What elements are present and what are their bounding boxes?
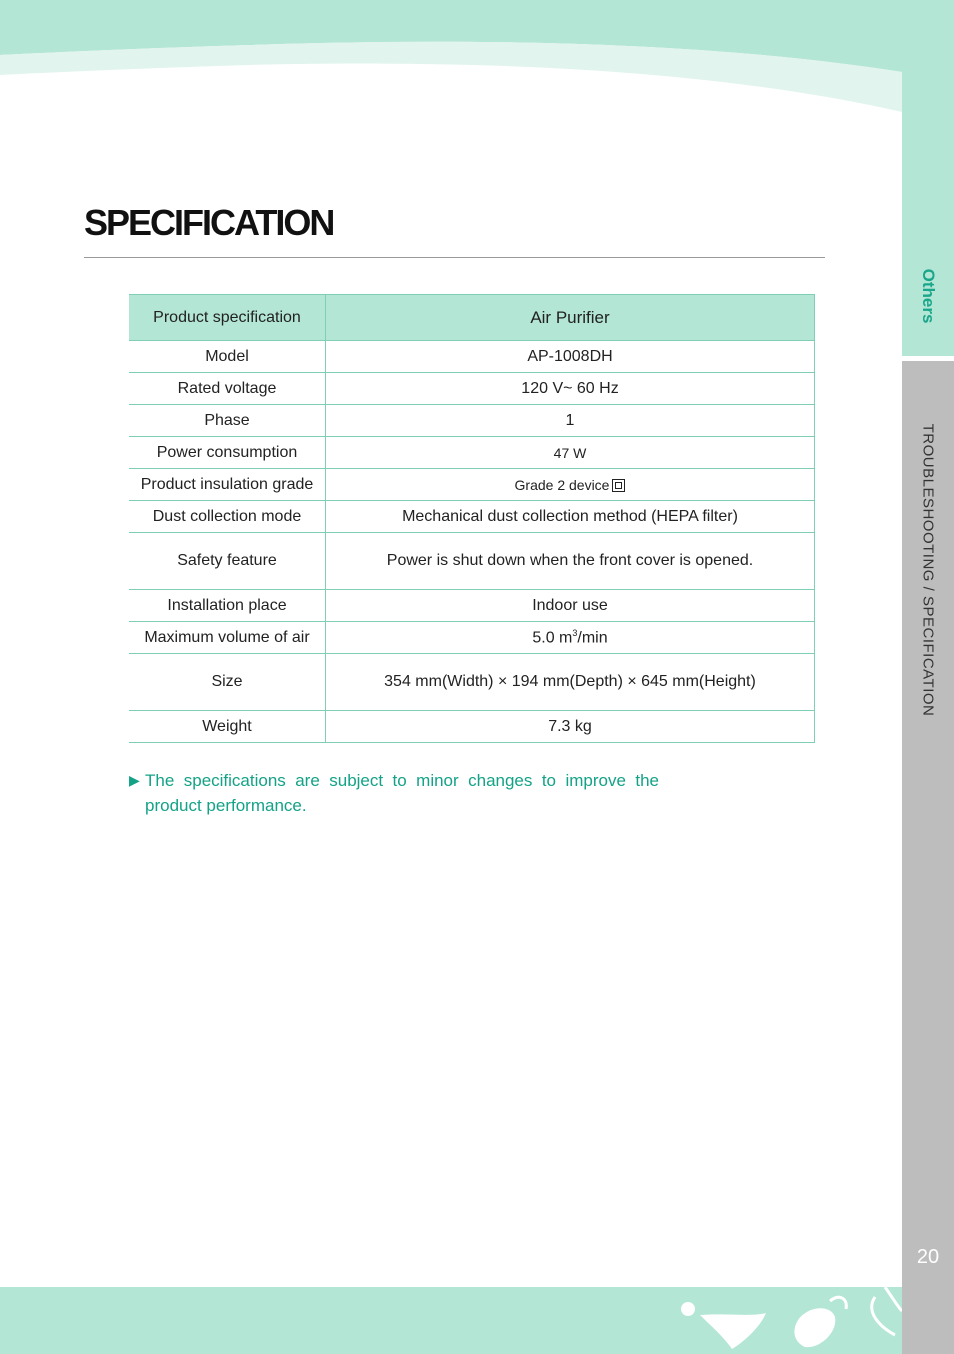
page-title: SPECIFICATION xyxy=(84,202,334,243)
row-label: Maximum volume of air xyxy=(129,622,326,654)
row-label: Phase xyxy=(129,405,326,437)
row-label: Size xyxy=(129,654,326,711)
table-row xyxy=(129,405,815,437)
page-number: 20 xyxy=(916,1246,940,1268)
row-value: 354 mm(Width) × 194 mm(Depth) × 645 mm(Height) xyxy=(326,654,815,711)
header-label-cell: Product specification xyxy=(129,295,326,341)
title-divider xyxy=(84,257,825,258)
table-header-row xyxy=(129,295,815,341)
grade2-insulation-icon xyxy=(612,479,625,492)
row-label: Model xyxy=(129,341,326,373)
leaf-decoration-icon xyxy=(670,1287,902,1354)
row-value: AP-1008DH xyxy=(326,341,815,373)
row-value xyxy=(326,469,815,501)
specification-table xyxy=(129,294,815,743)
table-row xyxy=(129,590,815,622)
row-label: Safety feature xyxy=(129,533,326,590)
row-value: 7.3 kg xyxy=(326,711,815,743)
row-label: Rated voltage xyxy=(129,373,326,405)
row-label: Product insulation grade xyxy=(129,469,326,501)
row-value-text: 47 W xyxy=(553,444,587,461)
note-arrow-icon: ▶ xyxy=(129,772,140,788)
row-value-suffix: /min xyxy=(577,629,608,647)
row-label: Installation place xyxy=(129,590,326,622)
row-value: 120 V~ 60 Hz xyxy=(326,373,815,405)
table-row xyxy=(129,437,815,469)
table-row xyxy=(129,654,815,711)
row-value-text: 5.0 m xyxy=(532,629,573,647)
table-row xyxy=(129,711,815,743)
row-value xyxy=(326,622,815,654)
table-row xyxy=(129,469,815,501)
table-row xyxy=(129,341,815,373)
side-tab-others-label: Others xyxy=(919,268,938,324)
table-row xyxy=(129,501,815,533)
table-row xyxy=(129,373,815,405)
header-value-cell: Air Purifier xyxy=(326,295,815,341)
table-row xyxy=(129,533,815,590)
row-label: Power consumption xyxy=(129,437,326,469)
spec-note xyxy=(129,768,659,818)
top-wave-band xyxy=(0,0,954,140)
row-value-superscript: 3 xyxy=(572,627,578,638)
row-label: Dust collection mode xyxy=(129,501,326,533)
side-tab-chapter-label: TROUBLESHOOTING / SPECIFICATION xyxy=(919,423,937,717)
row-value-text: Grade 2 device xyxy=(514,476,610,493)
row-label: Weight xyxy=(129,711,326,743)
row-value: Power is shut down when the front cover is opened. xyxy=(326,533,815,590)
row-value: Mechanical dust collection method (HEPA filter) xyxy=(326,501,815,533)
row-value: 1 xyxy=(326,405,815,437)
row-value: Indoor use xyxy=(326,590,815,622)
note-text: The specifications are subject to minor changes to improve the product performance. xyxy=(145,771,659,815)
table-row xyxy=(129,622,815,654)
row-value xyxy=(326,437,815,469)
